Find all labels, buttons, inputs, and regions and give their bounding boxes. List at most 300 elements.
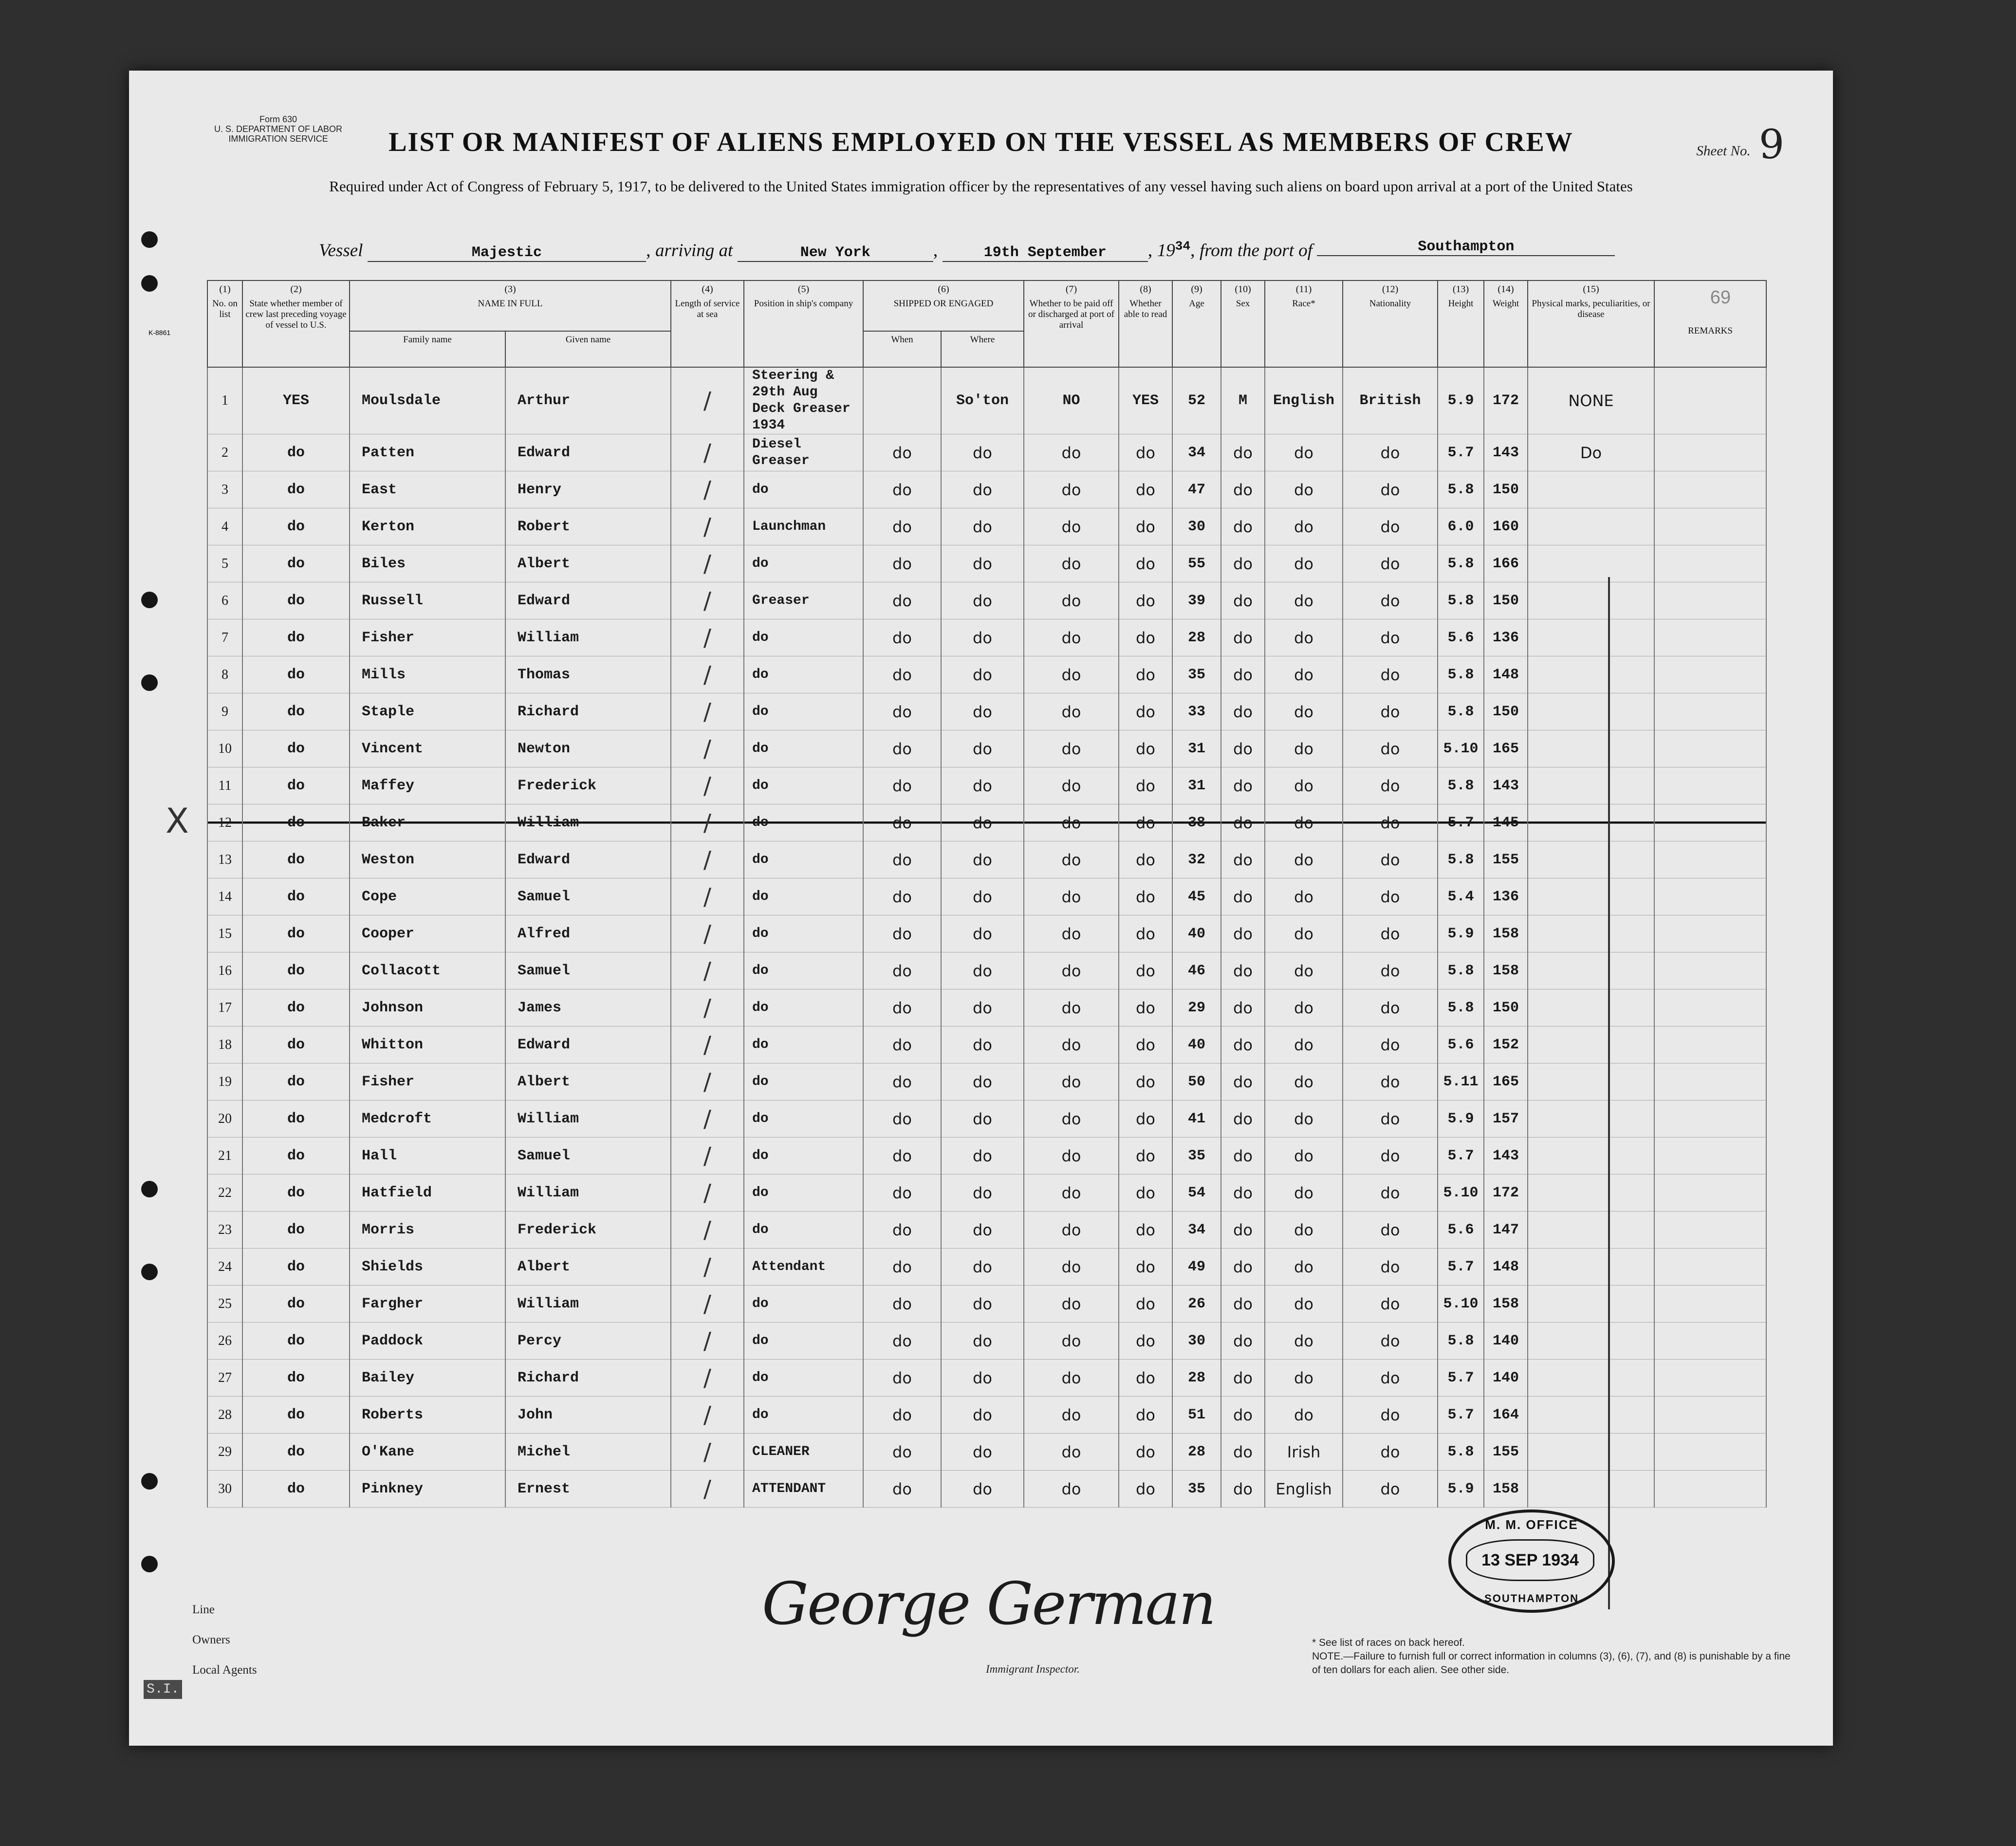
cell-position: do	[744, 804, 863, 841]
cell-paid-off: do	[1024, 693, 1119, 730]
cell-weight: 157	[1484, 1100, 1528, 1137]
cell-previous-voyage: do	[242, 508, 350, 545]
cell-shipped-when: do	[863, 1471, 941, 1508]
cell-height: 5.7	[1438, 1137, 1484, 1175]
cell-height: 5.8	[1438, 693, 1484, 730]
col-header-service: (4) Length of service at sea	[671, 280, 744, 367]
cell-family-name: Vincent	[350, 730, 505, 767]
cell-race: do	[1265, 952, 1343, 989]
cell-paid-off: do	[1024, 878, 1119, 915]
col-header-shipped: (6) SHIPPED OR ENGAGED	[863, 280, 1024, 331]
vessel-line: Vessel Majestic , arriving at New York , 19th September , $19^{34}$, from the port of Southampton	[319, 239, 1615, 262]
cell-row-number: 14	[207, 878, 242, 915]
cell-remarks	[1654, 841, 1766, 878]
cell-race: do	[1265, 1063, 1343, 1100]
cell-physical-marks	[1528, 1063, 1654, 1100]
cell-sex: do	[1221, 1434, 1265, 1471]
cell-race: do	[1265, 434, 1343, 471]
cell-given-name: Newton	[505, 730, 671, 767]
cell-previous-voyage: do	[242, 767, 350, 804]
arrival-date: 19th September	[943, 244, 1148, 262]
table-row	[207, 1471, 1766, 1508]
cell-height: 5.6	[1438, 1212, 1484, 1249]
cell-sex: do	[1221, 989, 1265, 1026]
cell-able-to-read: do	[1119, 656, 1172, 693]
cell-shipped-where: do	[941, 1026, 1024, 1063]
punch-hole	[141, 1264, 158, 1280]
cell-row-number: 19	[207, 1063, 242, 1100]
cell-sex: do	[1221, 508, 1265, 545]
cell-race: do	[1265, 1100, 1343, 1137]
table-row	[207, 693, 1766, 730]
cell-shipped-where: do	[941, 767, 1024, 804]
cell-race: do	[1265, 767, 1343, 804]
footnote-races: * See list of races on back hereof.	[1312, 1637, 1465, 1648]
cell-height: 5.8	[1438, 841, 1484, 878]
office-stamp	[1448, 1510, 1615, 1613]
cell-service-tick: /	[671, 619, 744, 656]
cell-given-name: William	[505, 619, 671, 656]
cell-service-tick: /	[671, 915, 744, 952]
cell-age: 34	[1172, 1212, 1221, 1249]
cell-remarks	[1654, 1286, 1766, 1323]
cell-height: 6.0	[1438, 508, 1484, 545]
cell-weight: 150	[1484, 471, 1528, 508]
cell-age: 34	[1172, 434, 1221, 471]
cell-remarks	[1654, 434, 1766, 471]
cell-service-tick: /	[671, 545, 744, 582]
cell-race: do	[1265, 1360, 1343, 1397]
cell-weight: 155	[1484, 841, 1528, 878]
year-suffix: 34	[1175, 239, 1190, 254]
cell-age: 47	[1172, 471, 1221, 508]
cell-remarks	[1654, 1026, 1766, 1063]
cell-height: 5.4	[1438, 878, 1484, 915]
cell-weight: 158	[1484, 1471, 1528, 1508]
cell-previous-voyage: do	[242, 1100, 350, 1137]
cell-service-tick: /	[671, 989, 744, 1026]
cell-remarks	[1654, 1360, 1766, 1397]
cell-height: 5.8	[1438, 952, 1484, 989]
cell-previous-voyage: do	[242, 471, 350, 508]
cell-service-tick: /	[671, 730, 744, 767]
cell-position: Attendant	[744, 1249, 863, 1286]
cell-age: 41	[1172, 1100, 1221, 1137]
cell-nationality: do	[1343, 1471, 1438, 1508]
cell-physical-marks	[1528, 1397, 1654, 1434]
cell-service-tick: /	[671, 1026, 744, 1063]
cell-height: 5.8	[1438, 656, 1484, 693]
cell-shipped-when: do	[863, 1063, 941, 1100]
cell-given-name: Samuel	[505, 952, 671, 989]
cell-service-tick: /	[671, 656, 744, 693]
cell-sex: do	[1221, 1286, 1265, 1323]
cell-previous-voyage: do	[242, 1063, 350, 1100]
cell-previous-voyage: do	[242, 1434, 350, 1471]
cell-paid-off: NO	[1024, 367, 1119, 434]
owners-label: Owners	[192, 1633, 230, 1646]
cell-height: 5.6	[1438, 1026, 1484, 1063]
cell-shipped-when: do	[863, 1249, 941, 1286]
cell-race: do	[1265, 471, 1343, 508]
cell-physical-marks	[1528, 1249, 1654, 1286]
cell-height: 5.8	[1438, 471, 1484, 508]
cell-row-number: 5	[207, 545, 242, 582]
table-row	[207, 915, 1766, 952]
cell-paid-off: do	[1024, 1397, 1119, 1434]
cell-shipped-when: do	[863, 1137, 941, 1175]
cell-shipped-where: do	[941, 1212, 1024, 1249]
cell-given-name: Edward	[505, 434, 671, 471]
cell-able-to-read: do	[1119, 508, 1172, 545]
cell-shipped-where: do	[941, 582, 1024, 619]
cell-previous-voyage: do	[242, 730, 350, 767]
cell-position: do	[744, 767, 863, 804]
cell-given-name: Albert	[505, 1063, 671, 1100]
cell-able-to-read: do	[1119, 1471, 1172, 1508]
col-header-nationality: (12) Nationality	[1343, 280, 1438, 367]
cell-age: 38	[1172, 804, 1221, 841]
cell-previous-voyage: YES	[242, 367, 350, 434]
cell-given-name: William	[505, 1286, 671, 1323]
cell-service-tick: /	[671, 1063, 744, 1100]
cell-sex: do	[1221, 545, 1265, 582]
punch-hole	[141, 674, 158, 691]
table-row	[207, 1063, 1766, 1100]
cell-physical-marks	[1528, 545, 1654, 582]
cell-given-name: Richard	[505, 693, 671, 730]
cell-previous-voyage: do	[242, 952, 350, 989]
cell-paid-off: do	[1024, 1360, 1119, 1397]
table-row	[207, 1249, 1766, 1286]
cell-row-number: 3	[207, 471, 242, 508]
cell-family-name: Russell	[350, 582, 505, 619]
cell-nationality: do	[1343, 582, 1438, 619]
cell-race: do	[1265, 1212, 1343, 1249]
cell-shipped-where: do	[941, 1360, 1024, 1397]
cell-race: do	[1265, 619, 1343, 656]
cell-sex: do	[1221, 1063, 1265, 1100]
cell-service-tick: /	[671, 1471, 744, 1508]
cell-shipped-where: do	[941, 1175, 1024, 1212]
cell-able-to-read: do	[1119, 471, 1172, 508]
cell-position: do	[744, 1212, 863, 1249]
cell-race: English	[1265, 367, 1343, 434]
cell-sex: do	[1221, 693, 1265, 730]
cell-nationality: do	[1343, 1434, 1438, 1471]
table-row	[207, 1434, 1766, 1471]
cell-family-name: Fisher	[350, 1063, 505, 1100]
cell-family-name: Shields	[350, 1249, 505, 1286]
cell-able-to-read: do	[1119, 730, 1172, 767]
cell-weight: 143	[1484, 434, 1528, 471]
cell-nationality: do	[1343, 1323, 1438, 1360]
cell-shipped-when: do	[863, 804, 941, 841]
cell-previous-voyage: do	[242, 1026, 350, 1063]
col-header-no: (1) No. on list	[207, 280, 242, 367]
cell-age: 54	[1172, 1175, 1221, 1212]
cell-position: do	[744, 1137, 863, 1175]
cell-height: 5.10	[1438, 1286, 1484, 1323]
cell-service-tick: /	[671, 1249, 744, 1286]
cell-previous-voyage: do	[242, 619, 350, 656]
cell-paid-off: do	[1024, 1434, 1119, 1471]
cell-service-tick: /	[671, 1212, 744, 1249]
cell-position: Greaser	[744, 582, 863, 619]
cell-paid-off: do	[1024, 1323, 1119, 1360]
cell-row-number: 7	[207, 619, 242, 656]
cell-paid-off: do	[1024, 1286, 1119, 1323]
table-row	[207, 508, 1766, 545]
col-header-family-name: Family name	[350, 331, 505, 367]
cell-sex: do	[1221, 1026, 1265, 1063]
cell-weight: 164	[1484, 1397, 1528, 1434]
table-row	[207, 619, 1766, 656]
cell-paid-off: do	[1024, 582, 1119, 619]
cell-nationality: do	[1343, 730, 1438, 767]
cell-nationality: do	[1343, 693, 1438, 730]
sheet-number-value: 9	[1758, 122, 1784, 168]
cell-shipped-where: do	[941, 1249, 1024, 1286]
cell-paid-off: do	[1024, 841, 1119, 878]
cell-remarks	[1654, 582, 1766, 619]
cell-shipped-where: do	[941, 1286, 1024, 1323]
cell-physical-marks	[1528, 767, 1654, 804]
table-row	[207, 1323, 1766, 1360]
cell-service-tick: /	[671, 1137, 744, 1175]
cell-row-number: 23	[207, 1212, 242, 1249]
cell-previous-voyage: do	[242, 915, 350, 952]
cell-family-name: Staple	[350, 693, 505, 730]
cell-family-name: Baker	[350, 804, 505, 841]
cell-able-to-read: YES	[1119, 367, 1172, 434]
cell-weight: 158	[1484, 952, 1528, 989]
cell-physical-marks: Do	[1528, 434, 1654, 471]
cell-sex: do	[1221, 1471, 1265, 1508]
cell-shipped-when: do	[863, 841, 941, 878]
cell-nationality: do	[1343, 508, 1438, 545]
cell-nationality: do	[1343, 1063, 1438, 1100]
cell-row-number: 16	[207, 952, 242, 989]
cell-remarks	[1654, 693, 1766, 730]
vessel-name: Majestic	[368, 244, 646, 262]
cell-weight: 143	[1484, 1137, 1528, 1175]
table-row	[207, 471, 1766, 508]
table-row	[207, 1212, 1766, 1249]
cell-weight: 172	[1484, 367, 1528, 434]
table-row	[207, 1360, 1766, 1397]
cell-service-tick: /	[671, 693, 744, 730]
table-row	[207, 545, 1766, 582]
cell-remarks	[1654, 878, 1766, 915]
cell-age: 51	[1172, 1397, 1221, 1434]
cell-shipped-when: do	[863, 915, 941, 952]
cell-previous-voyage: do	[242, 1323, 350, 1360]
cell-sex: do	[1221, 471, 1265, 508]
cell-previous-voyage: do	[242, 1175, 350, 1212]
cell-row-number: 29	[207, 1434, 242, 1471]
cell-able-to-read: do	[1119, 1286, 1172, 1323]
cell-family-name: Johnson	[350, 989, 505, 1026]
cell-remarks	[1654, 545, 1766, 582]
cell-sex: do	[1221, 1397, 1265, 1434]
cell-physical-marks	[1528, 471, 1654, 508]
cell-physical-marks	[1528, 804, 1654, 841]
cell-row-number: 9	[207, 693, 242, 730]
cell-physical-marks	[1528, 1026, 1654, 1063]
cell-physical-marks	[1528, 989, 1654, 1026]
cell-row-number: 27	[207, 1360, 242, 1397]
cell-shipped-when: do	[863, 878, 941, 915]
cell-shipped-where: do	[941, 619, 1024, 656]
cell-family-name: Kerton	[350, 508, 505, 545]
cell-able-to-read: do	[1119, 1026, 1172, 1063]
cell-family-name: Cope	[350, 878, 505, 915]
cell-age: 35	[1172, 1137, 1221, 1175]
cell-service-tick: /	[671, 1397, 744, 1434]
table-row	[207, 1026, 1766, 1063]
cell-physical-marks	[1528, 915, 1654, 952]
cell-service-tick: /	[671, 434, 744, 471]
cell-weight: 148	[1484, 656, 1528, 693]
cell-weight: 155	[1484, 1434, 1528, 1471]
cell-race: do	[1265, 1175, 1343, 1212]
cell-age: 28	[1172, 1360, 1221, 1397]
cell-given-name: Michel	[505, 1434, 671, 1471]
punch-hole	[141, 1556, 158, 1572]
si-mark: S.I.	[144, 1680, 182, 1699]
cell-family-name: Morris	[350, 1212, 505, 1249]
col-header-when: When	[863, 331, 941, 367]
cell-shipped-where: do	[941, 1100, 1024, 1137]
cell-position: Diesel Greaser	[744, 434, 863, 471]
cell-position: do	[744, 656, 863, 693]
cell-service-tick: /	[671, 582, 744, 619]
cell-height: 5.9	[1438, 367, 1484, 434]
cell-family-name: Roberts	[350, 1397, 505, 1434]
table-row	[207, 1397, 1766, 1434]
cell-physical-marks: NONE	[1528, 367, 1654, 434]
cell-remarks	[1654, 1175, 1766, 1212]
cell-family-name: Hall	[350, 1137, 505, 1175]
cell-given-name: Edward	[505, 1026, 671, 1063]
cell-remarks	[1654, 1323, 1766, 1360]
cell-weight: 152	[1484, 1026, 1528, 1063]
cell-paid-off: do	[1024, 804, 1119, 841]
cell-service-tick: /	[671, 1100, 744, 1137]
cell-previous-voyage: do	[242, 841, 350, 878]
cell-paid-off: do	[1024, 1249, 1119, 1286]
cell-previous-voyage: do	[242, 656, 350, 693]
table-row	[207, 1100, 1766, 1137]
cell-position: CLEANER	[744, 1434, 863, 1471]
cell-given-name: William	[505, 804, 671, 841]
cell-position: ATTENDANT	[744, 1471, 863, 1508]
remarks-ditto-line	[1608, 577, 1610, 1609]
cell-shipped-when: do	[863, 1026, 941, 1063]
punch-hole	[141, 275, 158, 292]
cell-remarks	[1654, 1212, 1766, 1249]
cell-given-name: Edward	[505, 841, 671, 878]
cell-weight: 160	[1484, 508, 1528, 545]
cell-age: 50	[1172, 1063, 1221, 1100]
cell-family-name: Medcroft	[350, 1100, 505, 1137]
cell-family-name: East	[350, 471, 505, 508]
cell-family-name: Fisher	[350, 619, 505, 656]
cell-shipped-where: do	[941, 693, 1024, 730]
cell-physical-marks	[1528, 693, 1654, 730]
cell-shipped-when: do	[863, 1397, 941, 1434]
col-header-remarks: REMARKS	[1654, 280, 1766, 367]
local-agents-label: Local Agents	[192, 1663, 257, 1677]
cell-age: 49	[1172, 1249, 1221, 1286]
cell-height: 5.10	[1438, 1175, 1484, 1212]
cell-nationality: do	[1343, 1249, 1438, 1286]
cell-service-tick: /	[671, 804, 744, 841]
year-prefix: 19	[1157, 241, 1175, 261]
cell-shipped-where: do	[941, 1434, 1024, 1471]
table-row	[207, 367, 1766, 434]
cell-able-to-read: do	[1119, 693, 1172, 730]
cell-position: do	[744, 915, 863, 952]
cell-shipped-where: do	[941, 1397, 1024, 1434]
cell-given-name: Alfred	[505, 915, 671, 952]
cell-previous-voyage: do	[242, 434, 350, 471]
cell-sex: M	[1221, 367, 1265, 434]
table-row	[207, 804, 1766, 841]
cell-weight: 143	[1484, 767, 1528, 804]
cell-shipped-when: do	[863, 1360, 941, 1397]
col-header-position: (5) Position in ship's company	[744, 280, 863, 367]
cell-paid-off: do	[1024, 471, 1119, 508]
cell-sex: do	[1221, 952, 1265, 989]
stamp-bottom-text: SOUTHAMPTON	[1484, 1592, 1579, 1604]
cell-physical-marks	[1528, 619, 1654, 656]
cell-paid-off: do	[1024, 656, 1119, 693]
cell-position: do	[744, 1360, 863, 1397]
col-header-name: (3) NAME IN FULL	[350, 280, 671, 331]
cell-race: do	[1265, 1249, 1343, 1286]
cell-age: 45	[1172, 878, 1221, 915]
cell-remarks	[1654, 730, 1766, 767]
cell-paid-off: do	[1024, 1063, 1119, 1100]
table-row	[207, 434, 1766, 471]
cell-paid-off: do	[1024, 434, 1119, 471]
signature-caption: Immigrant Inspector.	[986, 1663, 1080, 1675]
cell-race: do	[1265, 656, 1343, 693]
crew-rows	[207, 367, 1766, 1508]
cell-shipped-when	[863, 367, 941, 434]
cell-family-name: Cooper	[350, 915, 505, 952]
from-port-label: from the port of	[1199, 241, 1313, 261]
cell-paid-off: do	[1024, 1137, 1119, 1175]
cell-physical-marks	[1528, 1286, 1654, 1323]
cell-family-name: Mills	[350, 656, 505, 693]
table-row	[207, 1137, 1766, 1175]
cell-family-name: Bailey	[350, 1360, 505, 1397]
cell-weight: 150	[1484, 989, 1528, 1026]
cell-given-name: Samuel	[505, 1137, 671, 1175]
cell-remarks	[1654, 1434, 1766, 1471]
cell-sex: do	[1221, 841, 1265, 878]
cell-nationality: do	[1343, 952, 1438, 989]
cell-shipped-when: do	[863, 1175, 941, 1212]
col-header-race: (11) Race*	[1265, 280, 1343, 367]
cell-shipped-where: do	[941, 545, 1024, 582]
cell-race: do	[1265, 508, 1343, 545]
cell-row-number: 8	[207, 656, 242, 693]
cell-race: do	[1265, 693, 1343, 730]
